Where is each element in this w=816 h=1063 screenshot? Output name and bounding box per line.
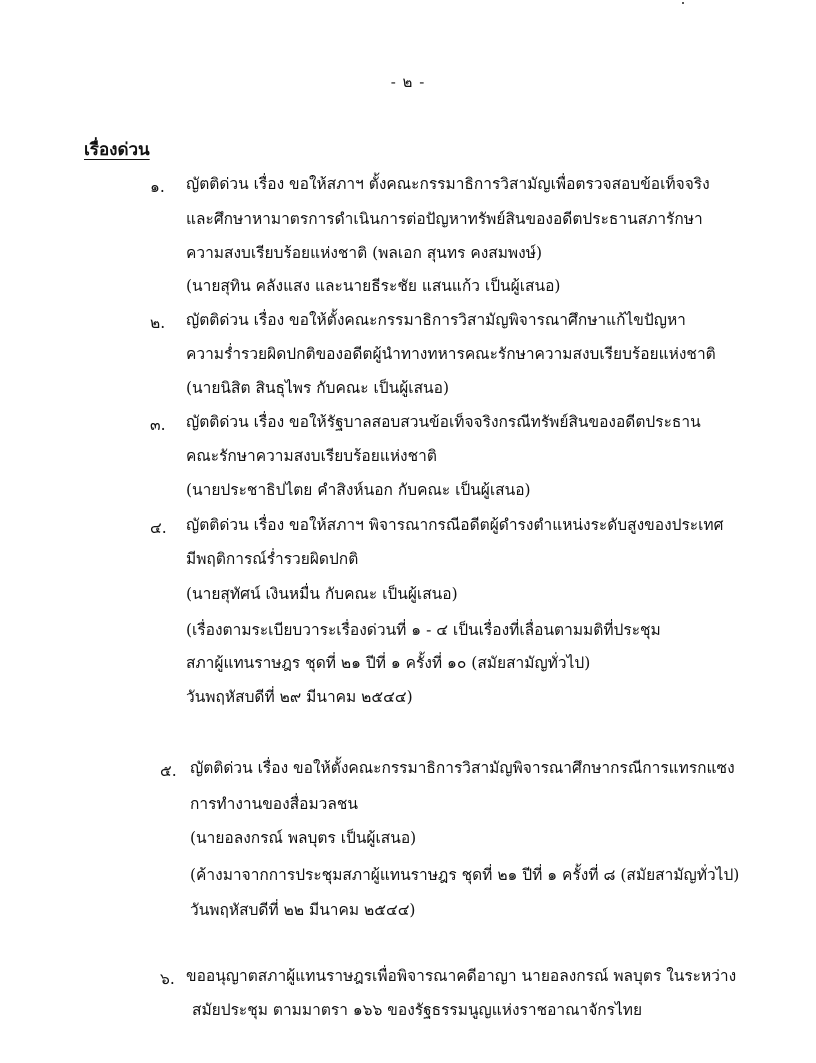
section-heading: เรื่องด่วน	[84, 140, 150, 160]
item-line: (นายสุทัศน์ เงินหมื่น กับคณะ เป็นผู้เสนอ)	[186, 585, 458, 603]
item-number: ๓.	[150, 416, 166, 434]
item-line: วันพฤหัสบดีที่ ๒๙ มีนาคม ๒๕๔๔)	[186, 688, 413, 706]
item-line: (นายอลงกรณ์ พลบุตร เป็นผู้เสนอ)	[190, 829, 417, 847]
item-line: และศึกษาหามาตรการดำเนินการต่อปัญหาทรัพย์สินของอดีตประธานสภารักษา	[186, 210, 703, 228]
item-line: ญัตติด่วน เรื่อง ขอให้สภาฯ ตั้งคณะกรรมาธิการวิสามัญเพื่อตรวจสอบข้อเท็จจริง	[186, 175, 710, 193]
item-line: ความร่ำรวยผิดปกติของอดีตผู้นำทางทหารคณะรักษาความสงบเรียบร้อยแห่งชาติ	[186, 345, 716, 363]
item-number: ๔.	[150, 519, 167, 537]
item-number: ๖.	[160, 970, 175, 988]
item-line: ญัตติด่วน เรื่อง ขอให้รัฐบาลสอบสวนข้อเท็จจริงกรณีทรัพย์สินของอดีตประธาน	[186, 413, 701, 431]
item-number: ๑.	[150, 178, 165, 196]
page-number: - ๒ -	[390, 73, 426, 91]
item-line: การทำงานของสื่อมวลชน	[190, 795, 358, 813]
item-line: สภาผู้แทนราษฎร ชุดที่ ๒๑ ปีที่ ๑ ครั้งที่ ๑๐ (สมัยสามัญทั่วไป)	[186, 654, 591, 672]
item-line: (ค้างมาจากการประชุมสภาผู้แทนราษฎร ชุดที่ ๒๑ ปีที่ ๑ ครั้งที่ ๘ (สมัยสามัญทั่วไป)	[190, 866, 740, 884]
item-line: (เรื่องตามระเบียบวาระเรื่องด่วนที่ ๑ - ๔ เป็นเรื่องที่เลื่อนตามมติที่ประชุม	[186, 621, 661, 639]
item-line: (นายประชาธิปไตย คำสิงห์นอก กับคณะ เป็นผู้เสนอ)	[186, 481, 531, 499]
item-line: ญัตติด่วน เรื่อง ขอให้สภาฯ พิจารณากรณีอดีตผู้ดำรงตำแหน่งระดับสูงของประเทศ	[186, 516, 724, 534]
item-line: วันพฤหัสบดีที่ ๒๒ มีนาคม ๒๕๔๔)	[190, 901, 416, 919]
item-line: คณะรักษาความสงบเรียบร้อยแห่งชาติ	[186, 447, 437, 465]
item-line: สมัยประชุม ตามมาตรา ๑๖๖ ของรัฐธรรมนูญแห่งราชอาณาจักรไทย	[192, 1001, 643, 1019]
item-line: ญัตติด่วน เรื่อง ขอให้ตั้งคณะกรรมาธิการวิสามัญพิจารณาศึกษาแก้ไขปัญหา	[186, 311, 686, 329]
item-number: ๒.	[150, 314, 166, 332]
item-line: ญัตติด่วน เรื่อง ขอให้ตั้งคณะกรรมาธิการวิสามัญพิจารณาศึกษากรณีการแทรกแซง	[190, 759, 735, 777]
item-line: (นายสุทิน คลังแสง และนายธีระชัย แสนแก้ว เป็นผู้เสนอ)	[186, 277, 561, 295]
item-line: มีพฤติการณ์ร่ำรวยผิดปกติ	[186, 550, 359, 568]
item-line: (นายนิสิต สินธุไพร กับคณะ เป็นผู้เสนอ)	[186, 379, 450, 397]
item-line: ความสงบเรียบร้อยแห่งชาติ (พลเอก สุนทร คงสมพงษ์)	[186, 244, 542, 262]
item-number: ๕.	[160, 762, 177, 780]
item-line: ขออนุญาตสภาผู้แทนราษฎรเพื่อพิจารณาคดีอาญา นายอลงกรณ์ พลบุตร ในระหว่าง	[186, 967, 737, 985]
scan-speck	[682, 2, 684, 4]
